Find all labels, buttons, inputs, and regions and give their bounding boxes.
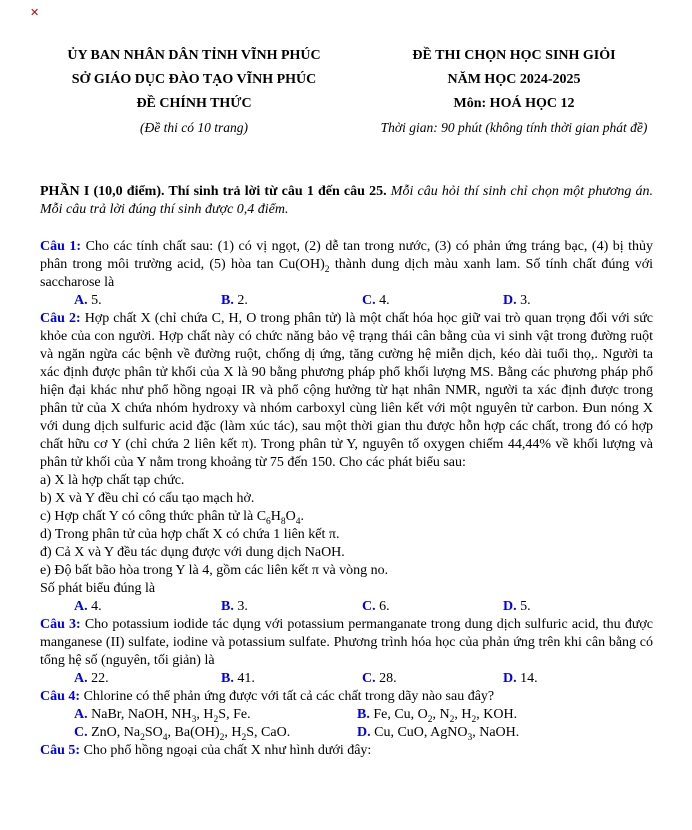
- option-text: 5.: [91, 293, 102, 308]
- option-text: NaBr, NaOH, $NH_3$, $H_2S$, Fe.: [91, 707, 251, 725]
- question-2-text: [40, 310, 653, 472]
- option-text: 3.: [520, 293, 531, 308]
- option-key: A.: [74, 293, 88, 308]
- question-3: [40, 616, 653, 688]
- question-4-stem: Chlorine có thể phản ứng được với tất cả các chất trong dãy nào sau đây?: [83, 689, 495, 704]
- section-intro: [40, 183, 653, 219]
- option-key: A.: [74, 707, 88, 722]
- question-3-option-a: [74, 670, 109, 688]
- option-text: 6.: [379, 599, 390, 614]
- option-text: Fe, Cu, $O_2$, $N_2$, $H_2$, KOH.: [373, 707, 518, 725]
- question-2-options: [40, 598, 653, 616]
- question-4-option-c: [74, 724, 290, 742]
- question-2-statement-e: e) Độ bất bão hòa trong Y là 4, gồm các liên kết π và vòng no.: [40, 563, 389, 578]
- option-text: 22.: [91, 671, 109, 686]
- official-exam-label: ĐỀ CHÍNH THỨC: [136, 96, 252, 111]
- question-1-label: Câu 1:: [40, 239, 82, 254]
- option-text: 4.: [91, 599, 102, 614]
- option-text: 28.: [379, 671, 397, 686]
- option-key: C.: [362, 671, 376, 686]
- question-4-options-row-2: [40, 724, 653, 742]
- option-key: A.: [74, 599, 88, 614]
- question-4-label: Câu 4:: [40, 689, 81, 704]
- question-3-option-b: [221, 670, 255, 688]
- option-key: D.: [503, 671, 517, 686]
- option-key: D.: [503, 293, 517, 308]
- question-5-text: [40, 742, 653, 760]
- question-3-option-d: [503, 670, 538, 688]
- option-text: 3.: [237, 599, 248, 614]
- duration-note: Thời gian: 90 phút (không tính thời gian phát đề): [380, 120, 648, 135]
- question-4-text: [40, 688, 653, 706]
- question-2-statement-dd: đ) Cả X và Y đều tác dụng được với dung dịch NaOH.: [40, 545, 345, 560]
- document-body: [40, 183, 653, 760]
- option-key: C.: [74, 725, 88, 740]
- option-key: C.: [362, 293, 376, 308]
- question-4-option-d: [357, 724, 519, 742]
- option-text: 4.: [379, 293, 390, 308]
- question-1: [40, 238, 653, 310]
- question-4-options-row-1: [40, 706, 653, 724]
- question-4-option-b: [357, 706, 517, 724]
- question-1-options: [40, 292, 653, 310]
- option-text: 5.: [520, 599, 531, 614]
- option-key: A.: [74, 671, 88, 686]
- question-2-closing: Số phát biểu đúng là: [40, 581, 156, 596]
- question-1-option-c: [362, 292, 390, 310]
- section-intro-bold: PHẦN I (10,0 điểm). Thí sinh trả lời từ câu 1 đến câu 25.: [40, 184, 387, 199]
- question-2-statement-b: b) X và Y đều chỉ có cấu tạo mạch hở.: [40, 491, 255, 506]
- option-key: B.: [221, 599, 234, 614]
- question-3-option-c: [362, 670, 397, 688]
- issuing-authority: ỦY BAN NHÂN DÂN TỈNH VĨNH PHÚC: [67, 48, 321, 63]
- question-2-statement-a: a) X là hợp chất tạp chức.: [40, 473, 185, 488]
- option-key: B.: [221, 293, 234, 308]
- question-2-option-c: [362, 598, 390, 616]
- question-1-stem: Cho các tính chất sau: (1) có vị ngọt, (2) dễ tan trong nước, (3) có phản ứng tráng bạc, (4) bị thủy phân trong môi trường acid, (5) hòa $\tan Cu(OH)_2$ thành dung dịch màu xanh lam. Số tính chất đúng với saccharose là: [40, 239, 653, 290]
- option-key: B.: [357, 707, 370, 722]
- section-intro-italic: Mỗi câu hỏi thí sinh chỉ chọn một phương án. Mỗi câu trả lời đúng thí sinh được 0,4 điểm.: [40, 184, 653, 217]
- question-1-option-d: [503, 292, 531, 310]
- option-text: 41.: [237, 671, 255, 686]
- question-4-option-a: [74, 706, 251, 724]
- broken-image-placeholder-icon: ✕: [30, 6, 40, 19]
- question-1-option-b: [221, 292, 248, 310]
- option-text: ZnO, $Na_2SO_4$, $Ba(OH)_2$, $H_2S$, CaO.: [91, 725, 291, 743]
- page-count-note: (Đề thi có 10 trang): [140, 120, 248, 135]
- question-5-label: Câu 5:: [40, 743, 81, 758]
- question-2: [40, 310, 653, 616]
- question-3-stem: Cho potassium iodide tác dụng với potassium permanganate trong dung dịch sulfuric acid, thu được manganese (II) sulfate, iodine và potassium sulfate. Phương trình hóa học của phản ứng trên khi cân bằng có tổng hệ số (nguyên, tối giản) là: [40, 617, 654, 668]
- school-year: NĂM HỌC 2024-2025: [447, 72, 581, 87]
- question-4: [40, 688, 653, 742]
- question-2-stem: Hợp chất X (chỉ chứa C, H, O trong phân tử) là một chất hóa học giữ vai trò quan trọng đối với sức khỏe của con người. Hợp chất này có chức năng bảo vệ trạng thái cân bằng của vi sinh vật trong đường ruột và ngăn ngừa các bệnh về đường ruột, chống dị ứng, tăng cường hệ miễn dịch, kéo dài tuổi thọ,. Người ta xác định được phân tử khối của X là 90 bằng phương pháp phổ khối lượng MS. Bằng các phương pháp phổ hiện đại khác như phổ hồng ngoại IR và phổ cộng hưởng từ hạt nhân NMR, người ta xác định được trong phân tử của X chứa nhóm hydroxy và nhóm carboxyl cùng liên kết với một nguyên tử carbon. Đun nóng X với dung dịch sulfuric acid đặc (làm xúc tác), sau một thời gian thu được hỗn hợp các chất, trong đó có hợp chất hữu cơ Y (chỉ chứa 2 liên kết π). Trong phân tử Y, nguyên tố oxygen chiếm 44,44% về khối lượng và phân tử khối của Y nằm trong khoảng từ 75 đến 150. Cho các phát biểu sau:: [40, 311, 654, 470]
- question-3-label: Câu 3:: [40, 617, 81, 632]
- option-key: B.: [221, 671, 234, 686]
- question-2-option-a: [74, 598, 102, 616]
- option-text: Cu, CuO, AgNO$_3$, NaOH.: [374, 725, 520, 743]
- option-key: D.: [503, 599, 517, 614]
- question-2-statement-c: c) Hợp chất Y có công thức phân tử là $C_6H_8O_4$.: [40, 509, 305, 527]
- header-left-column: [26, 44, 362, 139]
- option-text: 2.: [237, 293, 248, 308]
- question-5: [40, 742, 653, 760]
- question-1-text: [40, 238, 653, 292]
- question-3-options: [40, 670, 653, 688]
- option-key: D.: [357, 725, 371, 740]
- question-5-stem: Cho phổ hồng ngoại của chất X như hình dưới đây:: [83, 743, 372, 758]
- question-2-statement-d: d) Trong phân tử của hợp chất X có chứa 1 liên kết π.: [40, 527, 340, 542]
- exam-title: ĐỀ THI CHỌN HỌC SINH GIỎI: [412, 48, 616, 63]
- question-3-text: [40, 616, 653, 670]
- question-2-option-b: [221, 598, 248, 616]
- department-name: SỞ GIÁO DỤC ĐÀO TẠO VĨNH PHÚC: [71, 72, 317, 87]
- question-2-label: Câu 2:: [40, 311, 81, 326]
- question-2-option-d: [503, 598, 531, 616]
- option-text: 14.: [520, 671, 538, 686]
- header-right-column: [366, 44, 662, 139]
- subject-line: Môn: HOÁ HỌC 12: [453, 96, 575, 111]
- question-1-option-a: [74, 292, 102, 310]
- option-key: C.: [362, 599, 376, 614]
